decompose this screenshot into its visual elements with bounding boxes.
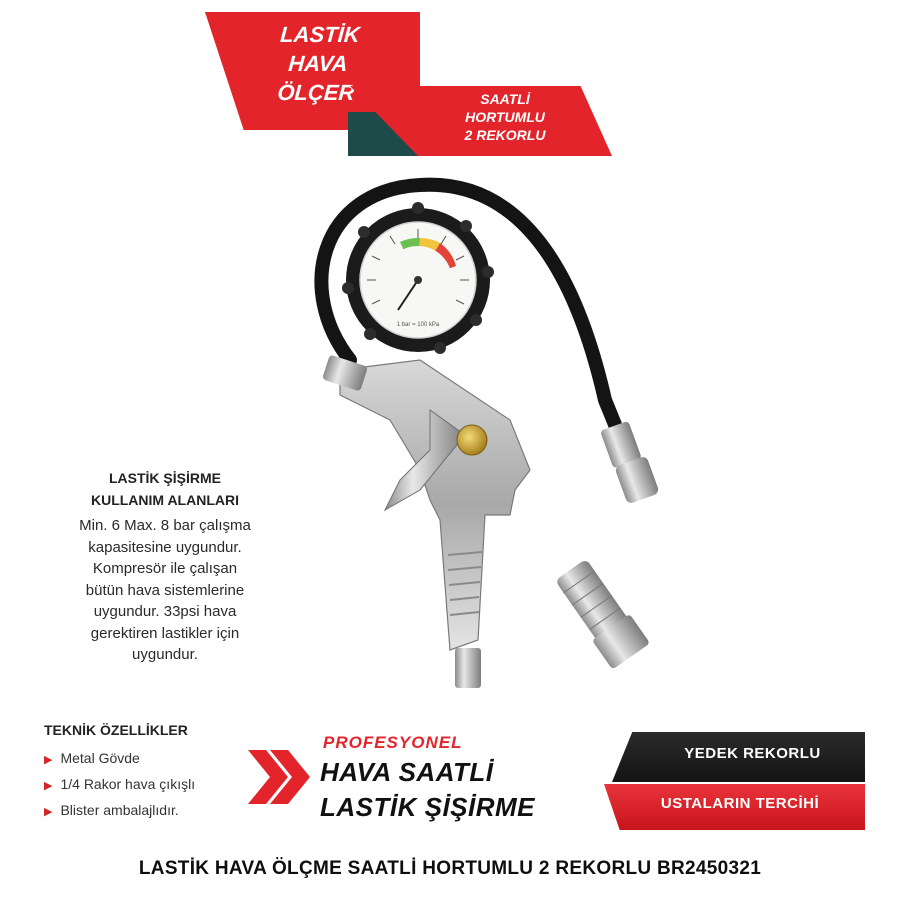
gun-body <box>340 360 530 650</box>
product-title: LASTİK HAVA ÖLÇME SAATLİ HORTUMLU 2 REKORLU BR2450321 <box>138 858 762 879</box>
subtitle-banner-text <box>440 90 570 144</box>
title-line-1: LASTİK <box>279 22 361 47</box>
tech-specs-title: TEKNİK ÖZELLİKLER <box>44 722 188 738</box>
promo-line-2: LASTİK ŞİŞİRME <box>320 792 536 822</box>
triangle-bullet-icon: ▶ <box>44 754 53 766</box>
promo-line-1: HAVA SAATLİ <box>320 757 494 787</box>
air-inlet-fitting <box>455 648 481 688</box>
tech-specs-list <box>44 746 195 824</box>
triangle-bullet-icon: ▶ <box>44 806 53 818</box>
promo-label: PROFESYONEL <box>323 733 463 752</box>
tech-spec-item: ▶ 1/4 Rakor hava çıkışlı <box>44 776 196 792</box>
usage-line: Kompresör ile çalışan <box>92 560 238 577</box>
masters-choice-badge-text: USTALARIN TERCİHİ <box>660 795 820 812</box>
tech-spec-item: ▶ Blister ambalajlıdır. <box>44 802 179 818</box>
tire-inflator-illustration <box>280 170 700 710</box>
brass-valve <box>457 425 487 455</box>
usage-line: kapasitesine uygundur. <box>88 538 242 556</box>
tech-spec-item: ▶ Metal Gövde <box>44 750 140 766</box>
subtitle-line-2: HORTUMLU <box>465 109 545 125</box>
usage-line: Min. 6 Max. 8 bar çalışma <box>79 517 251 534</box>
usage-line: uygundur. 33psi hava <box>93 603 237 620</box>
usage-title-line-2: KULLANIM ALANLARI <box>90 492 239 508</box>
title-line-3: ÖLÇER <box>276 80 356 105</box>
spare-fitting <box>552 556 650 669</box>
title-line-2: HAVA <box>287 51 349 76</box>
double-chevron-icon <box>244 742 314 812</box>
gauge-unit-note: 1 bar = 100 kPa <box>396 322 440 328</box>
subtitle-line-3: 2 REKORLU <box>464 127 546 143</box>
usage-description <box>30 515 300 666</box>
usage-line: bütün hava sistemlerine <box>85 581 245 599</box>
inflator-nozzle <box>322 354 368 391</box>
usage-title-line-1: LASTİK ŞİŞİRME <box>108 470 221 486</box>
usage-line: gerektiren lastikler için <box>90 624 240 642</box>
subtitle-line-1: SAATLİ <box>480 91 530 107</box>
usage-title <box>40 467 290 511</box>
usage-line: uygundur. <box>132 646 198 663</box>
spare-fitting-badge-text: YEDEK REKORLU <box>684 745 821 762</box>
triangle-bullet-icon: ▶ <box>44 780 53 792</box>
